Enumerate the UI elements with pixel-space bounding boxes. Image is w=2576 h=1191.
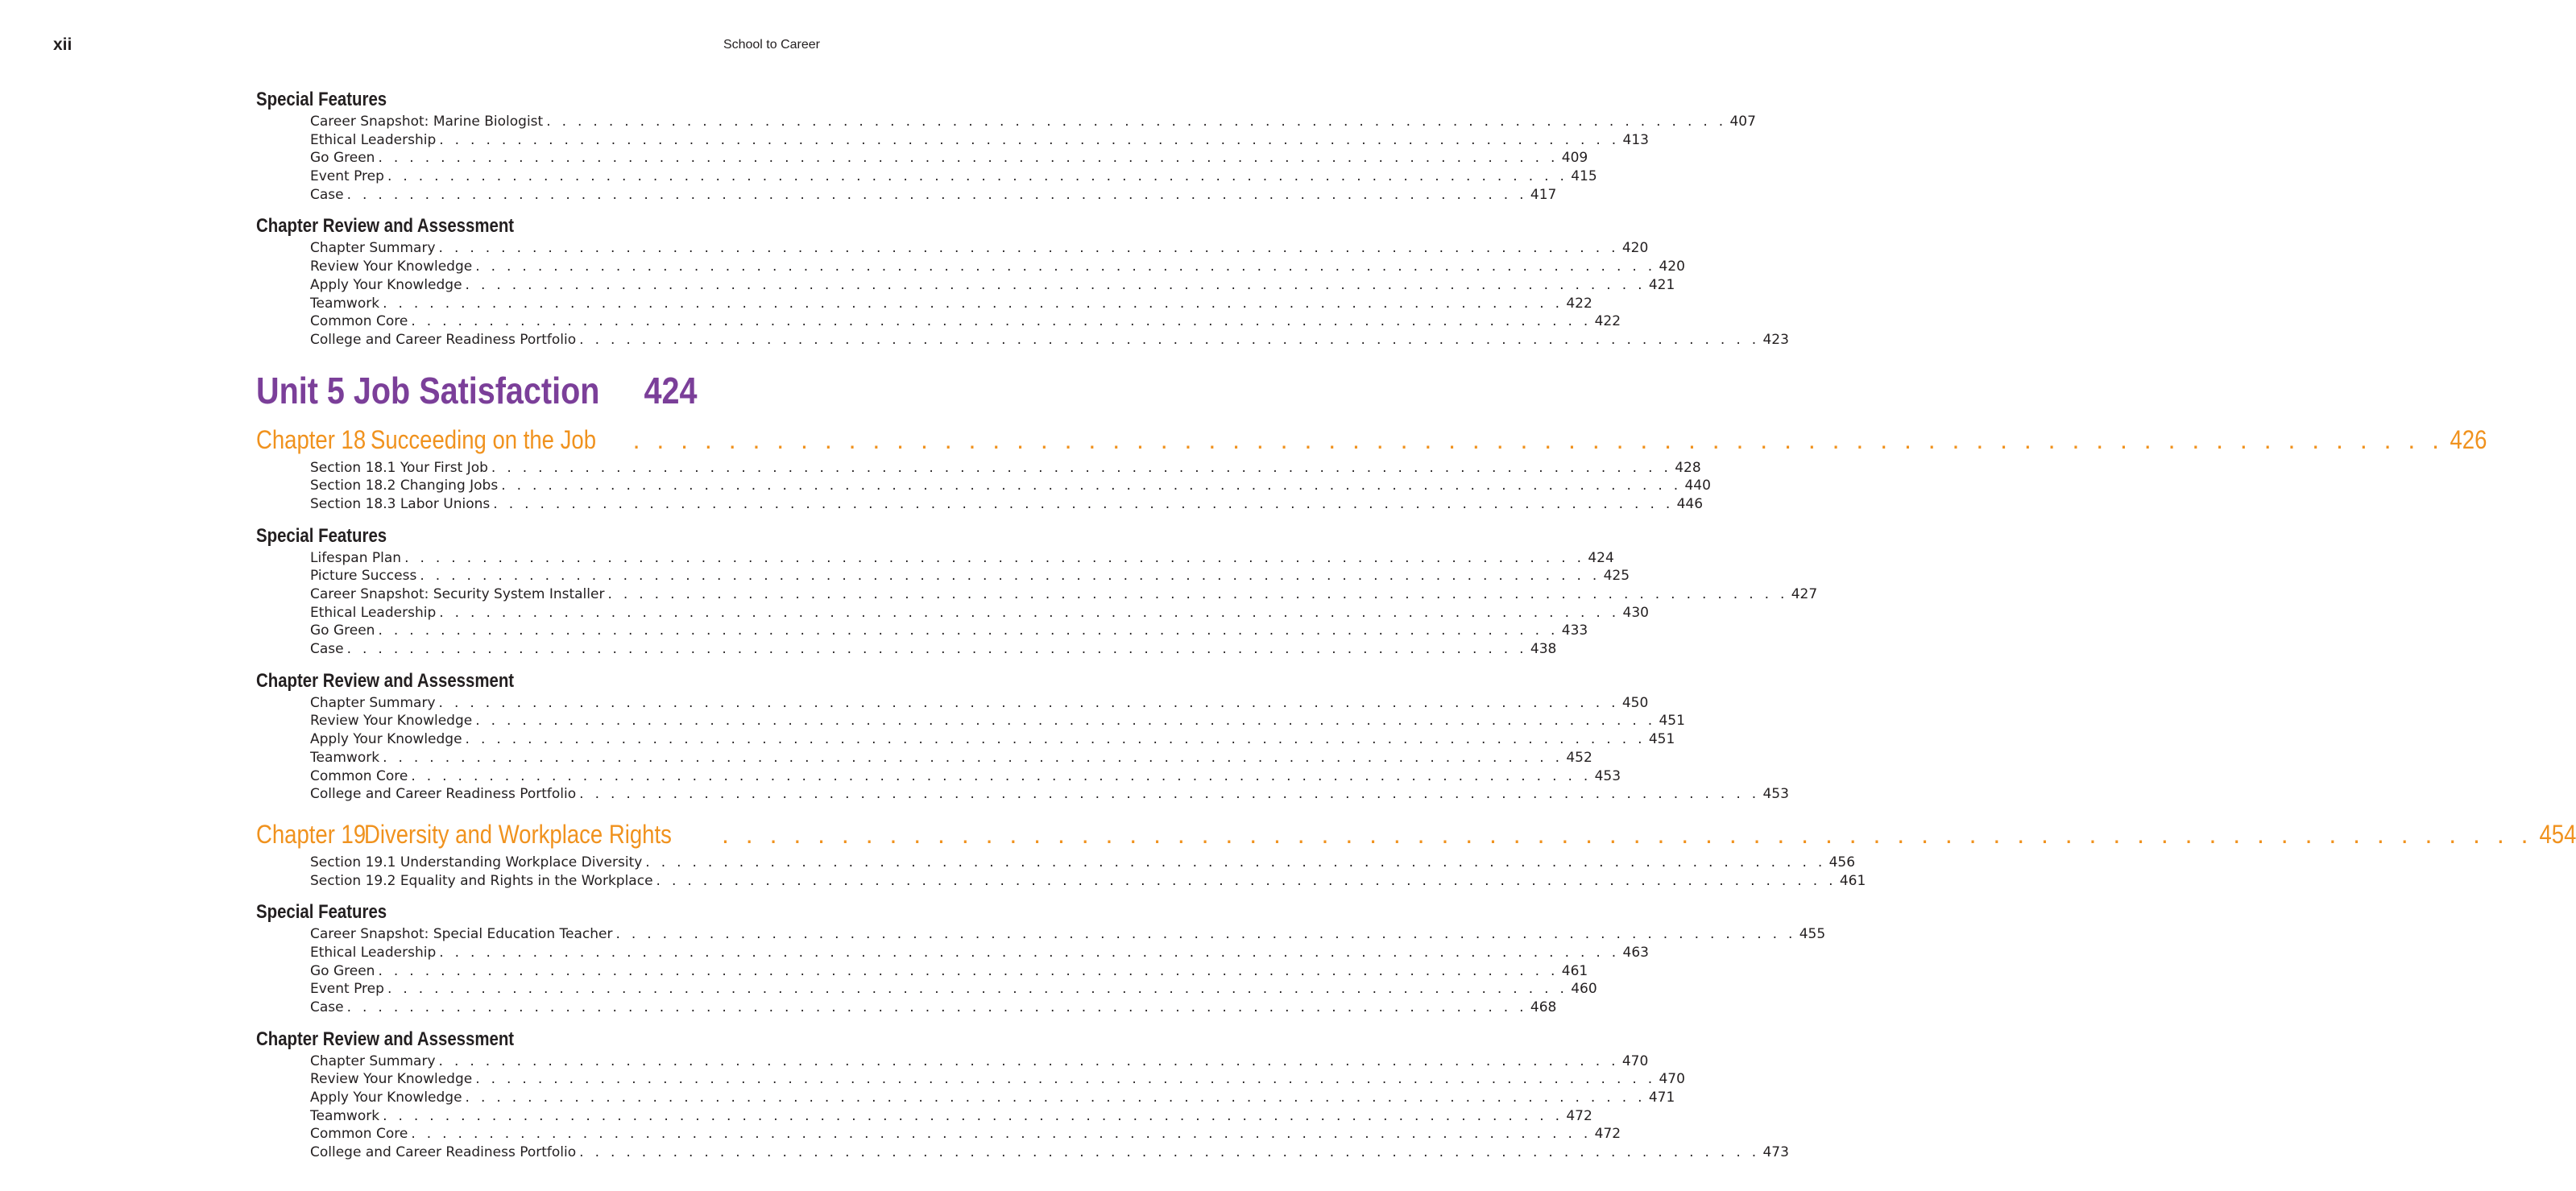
dot-leader: . . . . . . . . . . . . . . . . . . . . . . . . . . . . . . . . . . . . . . . . . . . . . . . . . . . . . . . . . . . . . . . . . . . . . . . . . . . . — [378, 962, 1559, 979]
toc-entry-label: Section 18.1 Your First Job — [310, 459, 488, 476]
dot-leader: . . . . . . . . . . . . . . . . . . . . . . . . . . . . . . . . . . . . . . . . . . . . . . . . . . . . . . . . . . . . . . . . . . . . . . . . . . . . — [579, 786, 1760, 803]
dot-leader: . . . . . . . . . . . . . . . . . . . . . . . . . . . . . . . . . . . . . . . . . . . . . . . . . . . . . . . . . . . . . . . . . . . . . . . . . . . . — [546, 114, 1727, 130]
special-features-list — [256, 549, 1818, 659]
toc-entry[interactable] — [310, 749, 1592, 767]
toc-entry[interactable] — [310, 149, 1588, 167]
unit-title: Unit 5 Job Satisfaction — [256, 369, 600, 411]
toc-entry[interactable] — [310, 567, 1630, 585]
toc-entry-page: 453 — [1594, 767, 1621, 784]
toc-entry-label: Review Your Knowledge — [310, 713, 473, 730]
dot-leader: . . . . . . . . . . . . . . . . . . . . . . . . . . . . . . . . . . . . . . . . . . . . . . . . . . . . . . . . . . . . . . . . . . . . . . . . . . . . — [387, 168, 1568, 185]
toc-entry-page: 420 — [1621, 240, 1649, 257]
toc-entry[interactable] — [310, 459, 1701, 478]
toc-entry-page: 423 — [1762, 331, 1789, 348]
toc-entry[interactable] — [310, 999, 1557, 1017]
toc-entry[interactable] — [310, 640, 1557, 659]
toc-entry-page: 472 — [1594, 1126, 1621, 1143]
toc-entry[interactable] — [310, 767, 1621, 786]
toc-entry-label: Section 18.2 Changing Jobs — [310, 478, 499, 494]
toc-entry[interactable] — [310, 295, 1592, 313]
dot-leader: . . . . . . . . . . . . . . . . . . . . . . . . . . . . . . . . . . . . . . . . . . . . . . . . . . . . . . . . . . . . . . . . . . . . . . . . . . . . — [632, 424, 2445, 454]
dot-leader: . . . . . . . . . . . . . . . . . . . . . . . . . . . . . . . . . . . . . . . . . . . . . . . . . . . . . . . . . . . . . . . . . . . . . . . . . . . . — [439, 604, 1620, 621]
toc-entry-label: Chapter Summary — [310, 694, 436, 711]
toc-entry-page: 451 — [1659, 713, 1685, 730]
chapter-19-heading[interactable] — [256, 815, 2576, 854]
toc-entry-page: 455 — [1799, 926, 1826, 943]
chapter-review-list — [256, 694, 1789, 804]
toc-entry[interactable] — [310, 1089, 1675, 1107]
toc-entry[interactable] — [310, 1143, 1789, 1162]
toc-entry-page: 463 — [1622, 944, 1649, 961]
toc-entry-label: Teamwork — [310, 295, 380, 312]
toc-entry[interactable] — [310, 186, 1557, 205]
dot-leader: . . . . . . . . . . . . . . . . . . . . . . . . . . . . . . . . . . . . . . . . . . . . . . . . . . . . . . . . . . . . . . . . . . . . . . . . . . . . — [493, 495, 1674, 512]
toc-entry-page: 417 — [1530, 186, 1557, 203]
toc-entry[interactable] — [310, 694, 1649, 713]
dot-leader: . . . . . . . . . . . . . . . . . . . . . . . . . . . . . . . . . . . . . . . . . . . . . . . . . . . . . . . . . . . . . . . . . . . . . . . . . . . . — [439, 944, 1620, 961]
chapter-page: 454 — [2538, 819, 2576, 849]
toc-entry[interactable] — [310, 1052, 1649, 1071]
toc-entry-page: 413 — [1622, 131, 1649, 148]
toc-entry-page: 452 — [1566, 749, 1592, 766]
special-features-list — [256, 113, 1756, 204]
dot-leader: . . . . . . . . . . . . . . . . . . . . . . . . . . . . . . . . . . . . . . . . . . . . . . . . . . . . . . . . . . . . . . . . . . . . . . . . . . . . — [579, 1144, 1760, 1161]
toc-entry-page: 420 — [1659, 258, 1685, 275]
dot-leader: . . . . . . . . . . . . . . . . . . . . . . . . . . . . . . . . . . . . . . . . . . . . . . . . . . . . . . . . . . . . . . . . . . . . . . . . . . . . — [475, 258, 1656, 275]
toc-entry-label: Go Green — [310, 150, 375, 167]
toc-entry[interactable] — [310, 312, 1621, 331]
toc-entry[interactable] — [310, 1125, 1621, 1143]
chapter-review-list — [256, 1052, 1789, 1162]
special-features-heading: Special Features — [256, 901, 387, 924]
toc-entry-page: 473 — [1762, 1144, 1789, 1161]
dot-leader: . . . . . . . . . . . . . . . . . . . . . . . . . . . . . . . . . . . . . . . . . . . . . . . . . . . . . . . . . . . . . . . . . . . . . . . . . . . . — [438, 1052, 1619, 1069]
toc-entry-label: Section 19.1 Understanding Workplace Diversity — [310, 854, 643, 871]
toc-entry[interactable] — [310, 495, 1704, 514]
toc-entry-label: Lifespan Plan — [310, 549, 402, 566]
chapter-review-heading: Chapter Review and Assessment — [256, 669, 515, 692]
chapter-title: Succeeding on the Job — [371, 424, 596, 454]
toc-entry-label: Case — [310, 999, 344, 1015]
toc-entry-label: Apply Your Knowledge — [310, 276, 462, 293]
toc-entry-label: Apply Your Knowledge — [310, 731, 462, 748]
chapter-18-sections — [256, 459, 1711, 514]
toc-entry-label: Apply Your Knowledge — [310, 1090, 462, 1106]
toc-entry-page: 472 — [1566, 1107, 1592, 1124]
dot-leader: . . . . . . . . . . . . . . . . . . . . . . . . . . . . . . . . . . . . . . . . . . . . . . . . . . . . . . . . . . . . . . . . . . . . . . . . . . . . — [438, 240, 1619, 257]
chapter-number: Chapter 18 — [256, 424, 367, 454]
toc-entry[interactable] — [310, 925, 1826, 944]
toc-entry-label: Career Snapshot: Special Education Teacher — [310, 926, 613, 943]
toc-entry[interactable] — [310, 276, 1675, 295]
toc-entry-page: 450 — [1621, 694, 1649, 711]
toc-entry[interactable] — [310, 477, 1711, 495]
dot-leader: . . . . . . . . . . . . . . . . . . . . . . . . . . . . . . . . . . . . . . . . . . . . . . . . . . . . . . . . . . . . . . . . . . . . . . . . . . . . — [411, 1126, 1592, 1143]
toc-entry[interactable] — [310, 549, 1614, 568]
toc-entry-label: Ethical Leadership — [310, 944, 437, 961]
dot-leader: . . . . . . . . . . . . . . . . . . . . . . . . . . . . . . . . . . . . . . . . . . . . . . . . . . . . . . . . . . . . . . . . . . . . . . . . . . . . — [378, 622, 1559, 639]
chapter-review-heading: Chapter Review and Assessment — [256, 215, 515, 238]
dot-leader: . . . . . . . . . . . . . . . . . . . . . . . . . . . . . . . . . . . . . . . . . . . . . . . . . . . . . . . . . . . . . . . . . . . . . . . . . . . . — [465, 1090, 1646, 1106]
toc-entry-page: 471 — [1648, 1090, 1675, 1106]
toc-entry-page: 428 — [1675, 459, 1701, 476]
toc-entry-label: Go Green — [310, 622, 375, 639]
toc-entry-page: 461 — [1839, 872, 1866, 889]
chapter-19-sections — [256, 854, 1866, 890]
dot-leader: . . . . . . . . . . . . . . . . . . . . . . . . . . . . . . . . . . . . . . . . . . . . . . . . . . . . . . . . . . . . . . . . . . . . . . . . . . . . — [411, 313, 1592, 330]
toc-entry[interactable] — [310, 854, 1856, 872]
toc-entry-label: Case — [310, 641, 344, 658]
toc-entry-label: Career Snapshot: Marine Biologist — [310, 114, 544, 130]
dot-leader: . . . . . . . . . . . . . . . . . . . . . . . . . . . . . . . . . . . . . . . . . . . . . . . . . . . . . . . . . . . . . . . . . . . . . . . . . . . . — [475, 713, 1656, 730]
toc-entry-label: Chapter Summary — [310, 240, 436, 257]
toc-entry-label: Review Your Knowledge — [310, 258, 473, 275]
toc-entry[interactable] — [310, 585, 1818, 604]
toc-entry-label: Case — [310, 186, 344, 203]
dot-leader: . . . . . . . . . . . . . . . . . . . . . . . . . . . . . . . . . . . . . . . . . . . . . . . . . . . . . . . . . . . . . . . . . . . . . . . . . . . . — [607, 586, 1788, 602]
dot-leader: . . . . . . . . . . . . . . . . . . . . . . . . . . . . . . . . . . . . . . . . . . . . . . . . . . . . . . . . . . . . . . . . . . . . . . . . . . . . — [383, 749, 1563, 766]
dot-leader: . . . . . . . . . . . . . . . . . . . . . . . . . . . . . . . . . . . . . . . . . . . . . . . . . . . . . . . . . . . . . . . . . . . . . . . . . . . . — [404, 549, 1585, 566]
toc-entry-label: Picture Success — [310, 568, 417, 585]
dot-leader: . . . . . . . . . . . . . . . . . . . . . . . . . . . . . . . . . . . . . . . . . . . . . . . . . . . . . . . . . . . . . . . . . . . . . . . . . . . . — [722, 819, 2533, 849]
dot-leader: . . . . . . . . . . . . . . . . . . . . . . . . . . . . . . . . . . . . . . . . . . . . . . . . . . . . . . . . . . . . . . . . . . . . . . . . . . . . — [346, 186, 1527, 203]
toc-entry[interactable] — [310, 1070, 1685, 1089]
toc-entry-page: 424 — [1588, 549, 1614, 566]
dot-leader: . . . . . . . . . . . . . . . . . . . . . . . . . . . . . . . . . . . . . . . . . . . . . . . . . . . . . . . . . . . . . . . . . . . . . . . . . . . . — [465, 276, 1646, 293]
unit-page: 424 — [644, 369, 698, 411]
toc-entry-label: Teamwork — [310, 1107, 380, 1124]
toc-entry-label: Ethical Leadership — [310, 131, 437, 148]
toc-entry[interactable] — [310, 113, 1756, 131]
dot-leader: . . . . . . . . . . . . . . . . . . . . . . . . . . . . . . . . . . . . . . . . . . . . . . . . . . . . . . . . . . . . . . . . . . . . . . . . . . . . — [475, 1071, 1656, 1088]
toc-entry[interactable] — [310, 712, 1685, 730]
toc-entry[interactable] — [310, 962, 1588, 981]
chapter-page: 426 — [2450, 424, 2487, 454]
toc-entry-page: 421 — [1648, 276, 1675, 293]
toc-entry-label: Common Core — [310, 1126, 408, 1143]
toc-entry[interactable] — [310, 239, 1649, 258]
toc-entry-page: 415 — [1571, 168, 1597, 185]
dot-leader: . . . . . . . . . . . . . . . . . . . . . . . . . . . . . . . . . . . . . . . . . . . . . . . . . . . . . . . . . . . . . . . . . . . . . . . . . . . . — [383, 295, 1563, 312]
dot-leader: . . . . . . . . . . . . . . . . . . . . . . . . . . . . . . . . . . . . . . . . . . . . . . . . . . . . . . . . . . . . . . . . . . . . . . . . . . . . — [465, 731, 1646, 748]
running-title: School to Career — [723, 38, 820, 52]
toc-entry-page: 440 — [1684, 478, 1711, 494]
chapter-review-heading: Chapter Review and Assessment — [256, 1028, 515, 1050]
toc-entry-label: Ethical Leadership — [310, 604, 437, 621]
chapter-title: Diversity and Workplace Rights — [364, 819, 672, 849]
toc-entry-label: Section 19.2 Equality and Rights in the Workplace — [310, 872, 653, 889]
toc-entry-page: 409 — [1561, 150, 1588, 167]
toc-entry-label: Common Core — [310, 313, 408, 330]
toc-entry[interactable] — [310, 131, 1649, 150]
dot-leader: . . . . . . . . . . . . . . . . . . . . . . . . . . . . . . . . . . . . . . . . . . . . . . . . . . . . . . . . . . . . . . . . . . . . . . . . . . . . — [411, 767, 1592, 784]
toc-entry-page: 460 — [1571, 981, 1597, 998]
dot-leader: . . . . . . . . . . . . . . . . . . . . . . . . . . . . . . . . . . . . . . . . . . . . . . . . . . . . . . . . . . . . . . . . . . . . . . . . . . . . — [420, 568, 1601, 585]
special-features-list — [256, 925, 1826, 1016]
page-number: xii — [53, 35, 72, 54]
toc-entry-page: 461 — [1561, 962, 1588, 979]
dot-leader: . . . . . . . . . . . . . . . . . . . . . . . . . . . . . . . . . . . . . . . . . . . . . . . . . . . . . . . . . . . . . . . . . . . . . . . . . . . . — [501, 478, 1682, 494]
special-features-heading: Special Features — [256, 89, 387, 110]
toc-entry-page: 456 — [1828, 854, 1856, 871]
toc-entry[interactable] — [310, 1107, 1592, 1126]
toc-entry-page: 438 — [1530, 641, 1557, 658]
toc-entry-label: Common Core — [310, 767, 408, 784]
special-features-heading: Special Features — [256, 524, 387, 547]
toc-entry[interactable] — [310, 980, 1597, 999]
dot-leader: . . . . . . . . . . . . . . . . . . . . . . . . . . . . . . . . . . . . . . . . . . . . . . . . . . . . . . . . . . . . . . . . . . . . . . . . . . . . — [378, 150, 1559, 167]
dot-leader: . . . . . . . . . . . . . . . . . . . . . . . . . . . . . . . . . . . . . . . . . . . . . . . . . . . . . . . . . . . . . . . . . . . . . . . . . . . . — [383, 1107, 1563, 1124]
toc-entry[interactable] — [310, 331, 1789, 349]
toc-entry[interactable] — [310, 258, 1685, 276]
chapter-number: Chapter 19 — [256, 819, 367, 849]
toc-entry[interactable] — [310, 730, 1675, 749]
chapter-review-list — [256, 239, 1789, 349]
toc-entry[interactable] — [310, 785, 1789, 804]
dot-leader: . . . . . . . . . . . . . . . . . . . . . . . . . . . . . . . . . . . . . . . . . . . . . . . . . . . . . . . . . . . . . . . . . . . . . . . . . . . . — [346, 641, 1527, 658]
toc-entry-page: 430 — [1622, 604, 1649, 621]
toc-entry-label: Teamwork — [310, 749, 380, 766]
dot-leader: . . . . . . . . . . . . . . . . . . . . . . . . . . . . . . . . . . . . . . . . . . . . . . . . . . . . . . . . . . . . . . . . . . . . . . . . . . . . — [615, 926, 1796, 943]
toc-entry[interactable] — [310, 944, 1649, 962]
toc-entry[interactable] — [310, 872, 1866, 891]
dot-leader: . . . . . . . . . . . . . . . . . . . . . . . . . . . . . . . . . . . . . . . . . . . . . . . . . . . . . . . . . . . . . . . . . . . . . . . . . . . . — [491, 459, 1672, 476]
toc-entry-label: Event Prep — [310, 168, 384, 185]
dot-leader: . . . . . . . . . . . . . . . . . . . . . . . . . . . . . . . . . . . . . . . . . . . . . . . . . . . . . . . . . . . . . . . . . . . . . . . . . . . . — [438, 694, 1619, 711]
toc-entry-page: 422 — [1594, 313, 1621, 330]
toc-entry-page: 446 — [1676, 495, 1704, 512]
toc-entry-page: 451 — [1648, 731, 1675, 748]
dot-leader: . . . . . . . . . . . . . . . . . . . . . . . . . . . . . . . . . . . . . . . . . . . . . . . . . . . . . . . . . . . . . . . . . . . . . . . . . . . . — [645, 854, 1826, 871]
toc-entry-page: 427 — [1791, 586, 1818, 602]
toc-entry-page: 422 — [1566, 295, 1592, 312]
toc-entry-label: Career Snapshot: Security System Installer — [310, 586, 605, 602]
toc-entry-page: 470 — [1659, 1071, 1685, 1088]
chapter-18-heading[interactable] — [256, 420, 2487, 459]
toc-entry-label: Section 18.3 Labor Unions — [310, 495, 491, 512]
toc-entry-label: Review Your Knowledge — [310, 1071, 473, 1088]
dot-leader: . . . . . . . . . . . . . . . . . . . . . . . . . . . . . . . . . . . . . . . . . . . . . . . . . . . . . . . . . . . . . . . . . . . . . . . . . . . . — [579, 331, 1760, 348]
toc-entry-label: College and Career Readiness Portfolio — [310, 786, 577, 803]
toc-entry-label: College and Career Readiness Portfolio — [310, 331, 577, 348]
toc-entry-page: 425 — [1603, 568, 1630, 585]
dot-leader: . . . . . . . . . . . . . . . . . . . . . . . . . . . . . . . . . . . . . . . . . . . . . . . . . . . . . . . . . . . . . . . . . . . . . . . . . . . . — [656, 872, 1837, 889]
toc-entry-label: Go Green — [310, 962, 375, 979]
dot-leader: . . . . . . . . . . . . . . . . . . . . . . . . . . . . . . . . . . . . . . . . . . . . . . . . . . . . . . . . . . . . . . . . . . . . . . . . . . . . — [439, 131, 1620, 148]
toc-entry[interactable] — [310, 167, 1597, 186]
unit-heading[interactable] — [256, 364, 741, 417]
toc-entry-label: Chapter Summary — [310, 1052, 436, 1069]
toc-entry-page: 407 — [1729, 114, 1756, 130]
toc-entry-label: College and Career Readiness Portfolio — [310, 1144, 577, 1161]
toc-entry-page: 453 — [1762, 786, 1789, 803]
table-of-contents — [256, 87, 2576, 1162]
toc-entry-label: Event Prep — [310, 981, 384, 998]
dot-leader: . . . . . . . . . . . . . . . . . . . . . . . . . . . . . . . . . . . . . . . . . . . . . . . . . . . . . . . . . . . . . . . . . . . . . . . . . . . . — [346, 999, 1527, 1015]
toc-entry-page: 433 — [1561, 622, 1588, 639]
toc-entry[interactable] — [310, 622, 1588, 640]
toc-entry-page: 470 — [1621, 1052, 1649, 1069]
toc-entry-page: 468 — [1530, 999, 1557, 1015]
toc-entry[interactable] — [310, 604, 1649, 622]
dot-leader: . . . . . . . . . . . . . . . . . . . . . . . . . . . . . . . . . . . . . . . . . . . . . . . . . . . . . . . . . . . . . . . . . . . . . . . . . . . . — [387, 981, 1568, 998]
